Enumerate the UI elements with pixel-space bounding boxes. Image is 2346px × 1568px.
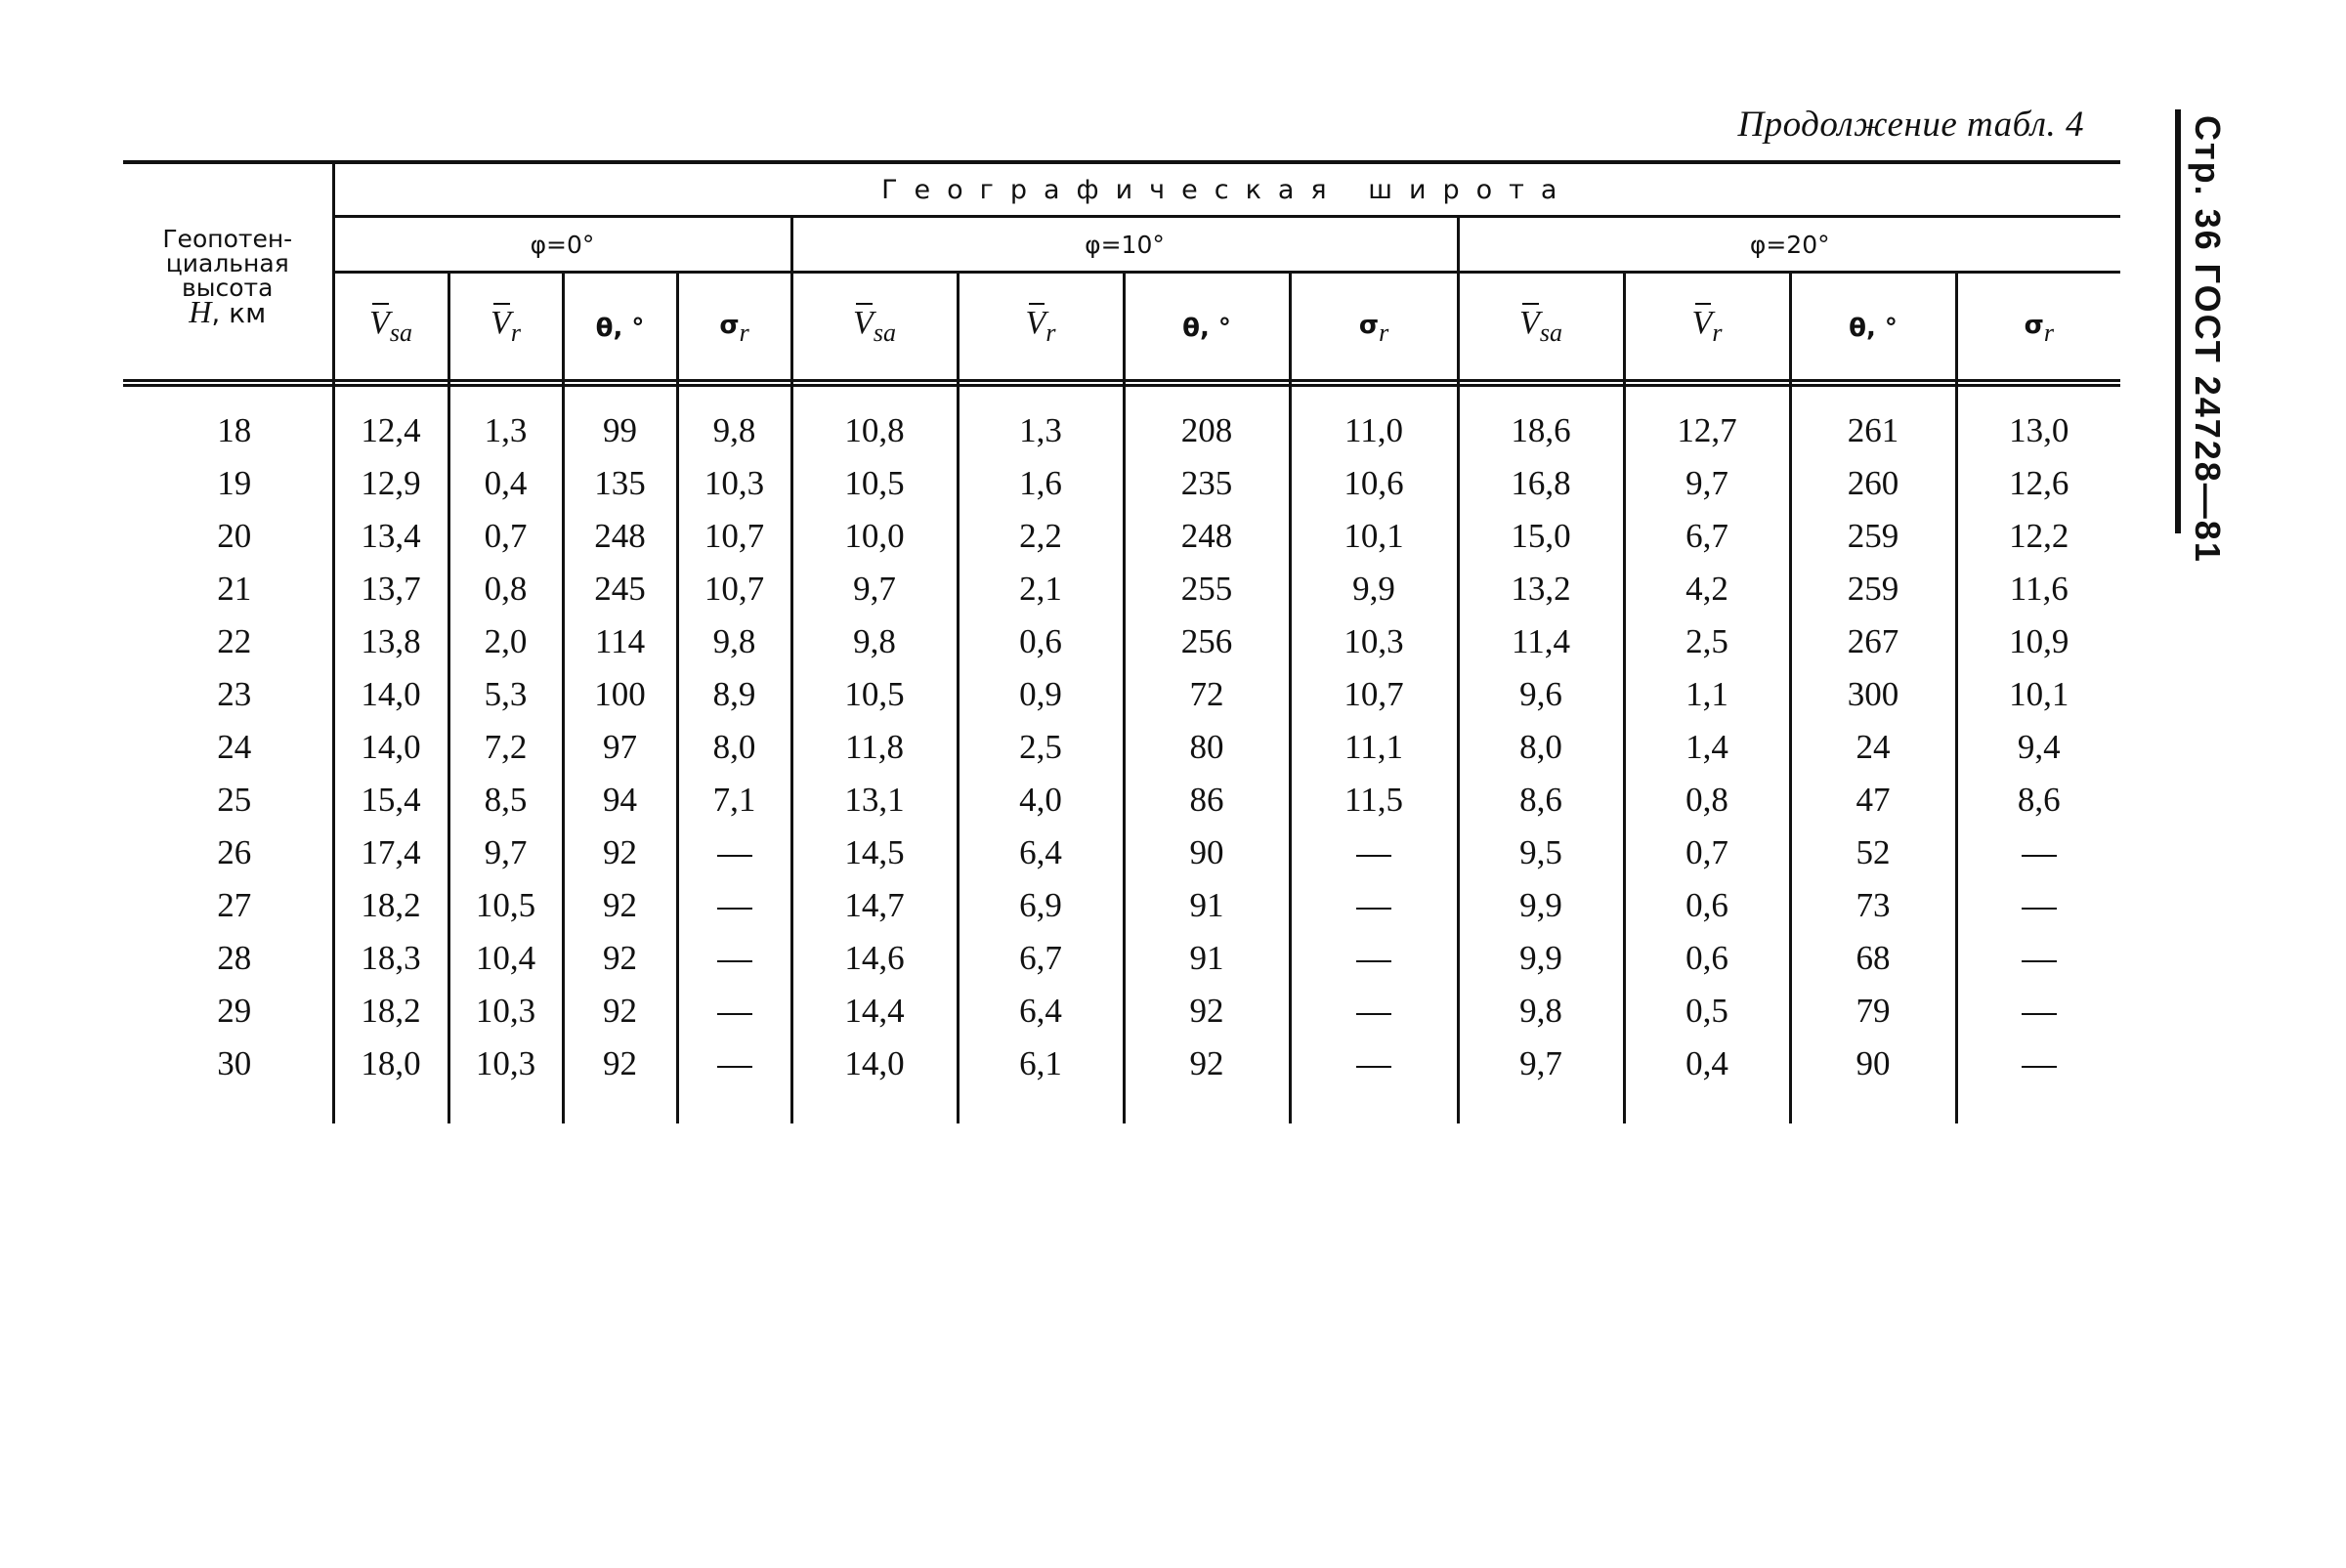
- table-cell: 17,4: [333, 826, 448, 879]
- table-cell: 0,9: [958, 668, 1124, 721]
- table-cell: 12,2: [1956, 510, 2120, 563]
- table-cell: [677, 879, 791, 932]
- table-cell: 9,8: [1458, 985, 1624, 1038]
- table-cell: [1956, 879, 2120, 932]
- col-v-r-header-lat-2: $V_r$: [1624, 273, 1790, 381]
- table-cell: 91: [1124, 879, 1290, 932]
- table-cell: 13,4: [333, 510, 448, 563]
- table-cell: 14,5: [791, 826, 958, 879]
- page-side-label: Стр. 36 ГОСТ 24728—81: [2188, 115, 2228, 564]
- table-cell: 2,2: [958, 510, 1124, 563]
- table-cell: 79: [1790, 985, 1956, 1038]
- table-cell: 9,9: [1290, 563, 1458, 615]
- table-cell: 300: [1790, 668, 1956, 721]
- table-cell: 10,5: [448, 879, 563, 932]
- table-cell: [677, 932, 791, 985]
- table-cell: 235: [1124, 457, 1290, 510]
- dash-mark: [717, 960, 752, 962]
- table-cell: 256: [1124, 615, 1290, 668]
- table-cell: 0,4: [448, 457, 563, 510]
- table-cell: 2,0: [448, 615, 563, 668]
- table-cell: 10,3: [448, 985, 563, 1038]
- padding-cell: [1290, 1090, 1458, 1123]
- table-cell: 12,9: [333, 457, 448, 510]
- table-cell: [1290, 879, 1458, 932]
- table-cell: [1290, 1038, 1458, 1090]
- table-cell: 92: [1124, 1038, 1290, 1090]
- table-row: [123, 985, 2120, 1038]
- table-cell: 86: [1124, 774, 1290, 826]
- dash-mark: [2022, 1013, 2057, 1015]
- table-cell: 9,7: [1458, 1038, 1624, 1090]
- table-cell: 1,4: [1624, 721, 1790, 774]
- table-cell: [1290, 932, 1458, 985]
- dash-mark: [717, 1066, 752, 1068]
- padding-cell: [1458, 1090, 1624, 1123]
- table-cell: 255: [1124, 563, 1290, 615]
- height-cell: 29: [217, 992, 252, 1030]
- height-cell: 26: [217, 833, 252, 871]
- table-cell: 11,5: [1290, 774, 1458, 826]
- table-cell: 1,3: [448, 386, 563, 458]
- table-cell: [1290, 826, 1458, 879]
- latitude-group-header: Географическая широта: [333, 162, 2120, 217]
- table-cell: 97: [563, 721, 677, 774]
- table-cell: 72: [1124, 668, 1290, 721]
- table-body: [123, 381, 2120, 1124]
- table-cell: 10,6: [1290, 457, 1458, 510]
- table-cell: 6,7: [958, 932, 1124, 985]
- table-cell: 10,1: [1290, 510, 1458, 563]
- padding-cell: [1790, 1090, 1956, 1123]
- table-cell: 24: [1790, 721, 1956, 774]
- table-row: [123, 826, 2120, 879]
- table-cell: 0,5: [1624, 985, 1790, 1038]
- table-cell: 135: [563, 457, 677, 510]
- table-cell: 10,7: [677, 563, 791, 615]
- table-cell: 260: [1790, 457, 1956, 510]
- table-cell: 18,0: [333, 1038, 448, 1090]
- table-cell: 248: [563, 510, 677, 563]
- dash-mark: [717, 855, 752, 857]
- table-cell: 1,1: [1624, 668, 1790, 721]
- table-cell: 0,8: [448, 563, 563, 615]
- table-cell: 13,2: [1458, 563, 1624, 615]
- table-cell: 13,1: [791, 774, 958, 826]
- table-cell: 4,0: [958, 774, 1124, 826]
- dash-mark: [717, 1013, 752, 1015]
- table-cell: 9,7: [791, 563, 958, 615]
- table-cell: 18,2: [333, 985, 448, 1038]
- table-cell: 0,7: [1624, 826, 1790, 879]
- table-cell: 6,7: [1624, 510, 1790, 563]
- padding-cell: [1956, 1090, 2120, 1123]
- table-cell: 18,2: [333, 879, 448, 932]
- table-cell: 9,9: [1458, 932, 1624, 985]
- table-cell: 90: [1790, 1038, 1956, 1090]
- table-cell: 92: [563, 932, 677, 985]
- table-cell: 18,6: [1458, 386, 1624, 458]
- table-cell: 6,4: [958, 985, 1124, 1038]
- col-sigma-header-lat-0: $\sigma_r$: [677, 273, 791, 381]
- table-cell: 6,1: [958, 1038, 1124, 1090]
- col-sigma-header-lat-1: $\sigma_r$: [1290, 273, 1458, 381]
- height-cell: 23: [217, 675, 252, 713]
- table-cell: 0,6: [1624, 932, 1790, 985]
- dash-mark: [717, 908, 752, 910]
- padding-cell: [958, 1090, 1124, 1123]
- table-cell: 94: [563, 774, 677, 826]
- table-row: [123, 563, 2120, 615]
- table-cell: 9,7: [1624, 457, 1790, 510]
- table-cell: 11,4: [1458, 615, 1624, 668]
- table-cell: 10,4: [448, 932, 563, 985]
- table-cell: 14,0: [791, 1038, 958, 1090]
- table-cell: 6,4: [958, 826, 1124, 879]
- table-cell: 9,7: [448, 826, 563, 879]
- table-cell: 259: [1790, 510, 1956, 563]
- dash-mark: [1356, 908, 1391, 910]
- table-cell: 0,8: [1624, 774, 1790, 826]
- table-cell: [1956, 1038, 2120, 1090]
- table-cell: 248: [1124, 510, 1290, 563]
- height-cell: 22: [217, 622, 252, 660]
- table-cell: 10,7: [1290, 668, 1458, 721]
- height-column-header: [123, 162, 333, 381]
- table-cell: [1956, 985, 2120, 1038]
- table-cell: 80: [1124, 721, 1290, 774]
- table-cell: 16,8: [1458, 457, 1624, 510]
- padding-cell: [123, 1090, 333, 1123]
- table-row: [123, 932, 2120, 985]
- table-cell: 8,0: [677, 721, 791, 774]
- col-theta-header-lat-2: θ, °: [1790, 273, 1956, 381]
- table-cell: 9,8: [677, 386, 791, 458]
- table-cell: 267: [1790, 615, 1956, 668]
- table-cell: 10,9: [1956, 615, 2120, 668]
- padding-cell: [1624, 1090, 1790, 1123]
- table-cell: 91: [1124, 932, 1290, 985]
- table-cell: [1956, 826, 2120, 879]
- height-cell: 27: [217, 886, 252, 924]
- table-cell: [1290, 985, 1458, 1038]
- table-cell: 5,3: [448, 668, 563, 721]
- table-cell: 10,8: [791, 386, 958, 458]
- table-row: [123, 386, 2120, 458]
- table-row: [123, 721, 2120, 774]
- table-cell: 4,2: [1624, 563, 1790, 615]
- dash-mark: [2022, 960, 2057, 962]
- table-cell: 245: [563, 563, 677, 615]
- col-theta-header-lat-1: θ, °: [1124, 273, 1290, 381]
- table-cell: 52: [1790, 826, 1956, 879]
- side-rule: [2175, 109, 2181, 533]
- height-cell: 24: [217, 728, 252, 766]
- table-cell: 0,4: [1624, 1038, 1790, 1090]
- table-cell: 92: [1124, 985, 1290, 1038]
- table-cell: 8,6: [1458, 774, 1624, 826]
- table-cell: 9,8: [791, 615, 958, 668]
- table-cell: 9,5: [1458, 826, 1624, 879]
- table-row: [123, 1038, 2120, 1090]
- height-cell: 25: [217, 781, 252, 819]
- height-cell: 20: [217, 517, 252, 555]
- table-cell: 18,3: [333, 932, 448, 985]
- height-cell: 19: [217, 464, 252, 502]
- latitude-20-header: φ=20°: [1458, 217, 2120, 273]
- table-cell: 13,0: [1956, 386, 2120, 458]
- table-cell: 14,0: [333, 721, 448, 774]
- variable-header-row: [123, 273, 2120, 381]
- table-cell: 9,4: [1956, 721, 2120, 774]
- table-cell: 11,6: [1956, 563, 2120, 615]
- padding-cell: [448, 1090, 563, 1123]
- table-cell: 10,3: [1290, 615, 1458, 668]
- table-row: [123, 774, 2120, 826]
- table-cell: 6,9: [958, 879, 1124, 932]
- col-sigma-header-lat-2: $\sigma_r$: [1956, 273, 2120, 381]
- table-cell: 11,0: [1290, 386, 1458, 458]
- table-cell: 99: [563, 386, 677, 458]
- table-cell: 10,3: [677, 457, 791, 510]
- table-cell: 100: [563, 668, 677, 721]
- table-cell: 92: [563, 1038, 677, 1090]
- table-cell: 0,6: [1624, 879, 1790, 932]
- col-v-r-header-lat-0: $V_r$: [448, 273, 563, 381]
- dash-mark: [1356, 1013, 1391, 1015]
- col-v-sa-header-lat-2: $V_{sa}$: [1458, 273, 1624, 381]
- table-cell: 8,0: [1458, 721, 1624, 774]
- table-cell: 11,1: [1290, 721, 1458, 774]
- table-cell: 261: [1790, 386, 1956, 458]
- table-cell: 73: [1790, 879, 1956, 932]
- col-v-r-header-lat-1: $V_r$: [958, 273, 1124, 381]
- table-cell: [677, 985, 791, 1038]
- table-cell: 10,0: [791, 510, 958, 563]
- table-cell: 9,8: [677, 615, 791, 668]
- table-row: [123, 457, 2120, 510]
- table-cell: 259: [1790, 563, 1956, 615]
- table-cell: 7,1: [677, 774, 791, 826]
- table-cell: 10,5: [791, 668, 958, 721]
- table-cell: 0,7: [448, 510, 563, 563]
- table-cell: 10,5: [791, 457, 958, 510]
- table-cell: 68: [1790, 932, 1956, 985]
- table-cell: 12,6: [1956, 457, 2120, 510]
- height-cell: 30: [217, 1044, 252, 1082]
- table-cell: 10,7: [677, 510, 791, 563]
- padding-cell: [333, 1090, 448, 1123]
- table-cell: 92: [563, 826, 677, 879]
- dash-mark: [1356, 960, 1391, 962]
- table-row: [123, 510, 2120, 563]
- height-unit: H, км: [189, 293, 267, 329]
- padding-cell: [563, 1090, 677, 1123]
- height-cell: 21: [217, 570, 252, 608]
- table-cell: 92: [563, 879, 677, 932]
- padding-cell: [677, 1090, 791, 1123]
- table-cell: 10,3: [448, 1038, 563, 1090]
- padding-cell: [791, 1090, 958, 1123]
- height-label: Геопотен- циальная высота: [162, 224, 293, 302]
- table-cell: 208: [1124, 386, 1290, 458]
- table-caption: Продолжение табл. 4: [1737, 105, 2084, 145]
- table-cell: 9,9: [1458, 879, 1624, 932]
- data-table: [123, 160, 2120, 1123]
- table-cell: [677, 1038, 791, 1090]
- table-cell: 12,7: [1624, 386, 1790, 458]
- latitude-0-header: φ=0°: [333, 217, 791, 273]
- table-cell: [1956, 932, 2120, 985]
- col-theta-header-lat-0: θ, °: [563, 273, 677, 381]
- latitude-10-header: φ=10°: [791, 217, 1458, 273]
- padding-cell: [1124, 1090, 1290, 1123]
- table-cell: 14,4: [791, 985, 958, 1038]
- table-cell: 2,5: [1624, 615, 1790, 668]
- dash-mark: [2022, 855, 2057, 857]
- table-cell: 8,5: [448, 774, 563, 826]
- table-cell: 114: [563, 615, 677, 668]
- table-cell: 12,4: [333, 386, 448, 458]
- table-row: [123, 668, 2120, 721]
- col-v-sa-header-lat-0: $V_{sa}$: [333, 273, 448, 381]
- table-cell: 8,6: [1956, 774, 2120, 826]
- table-cell: 2,1: [958, 563, 1124, 615]
- table-cell: 13,8: [333, 615, 448, 668]
- dash-mark: [2022, 1066, 2057, 1068]
- height-cell: 28: [217, 939, 252, 977]
- height-cell: 18: [217, 411, 252, 449]
- table-cell: 9,6: [1458, 668, 1624, 721]
- table-cell: 14,6: [791, 932, 958, 985]
- table-cell: 1,6: [958, 457, 1124, 510]
- table-cell: 14,0: [333, 668, 448, 721]
- table-cell: 2,5: [958, 721, 1124, 774]
- dash-mark: [2022, 908, 2057, 910]
- dash-mark: [1356, 855, 1391, 857]
- table-cell: 11,8: [791, 721, 958, 774]
- table-cell: 15,4: [333, 774, 448, 826]
- table-cell: 0,6: [958, 615, 1124, 668]
- table-cell: 1,3: [958, 386, 1124, 458]
- table-cell: [677, 826, 791, 879]
- table-cell: 14,7: [791, 879, 958, 932]
- table-cell: 90: [1124, 826, 1290, 879]
- table-cell: 92: [563, 985, 677, 1038]
- table-cell: 47: [1790, 774, 1956, 826]
- table-cell: 15,0: [1458, 510, 1624, 563]
- table-row: [123, 615, 2120, 668]
- dash-mark: [1356, 1066, 1391, 1068]
- col-v-sa-header-lat-1: $V_{sa}$: [791, 273, 958, 381]
- table-bottom-padding: [123, 1090, 2120, 1123]
- table-cell: 7,2: [448, 721, 563, 774]
- table-row: [123, 879, 2120, 932]
- table-cell: 13,7: [333, 563, 448, 615]
- table-cell: 10,1: [1956, 668, 2120, 721]
- table-cell: 8,9: [677, 668, 791, 721]
